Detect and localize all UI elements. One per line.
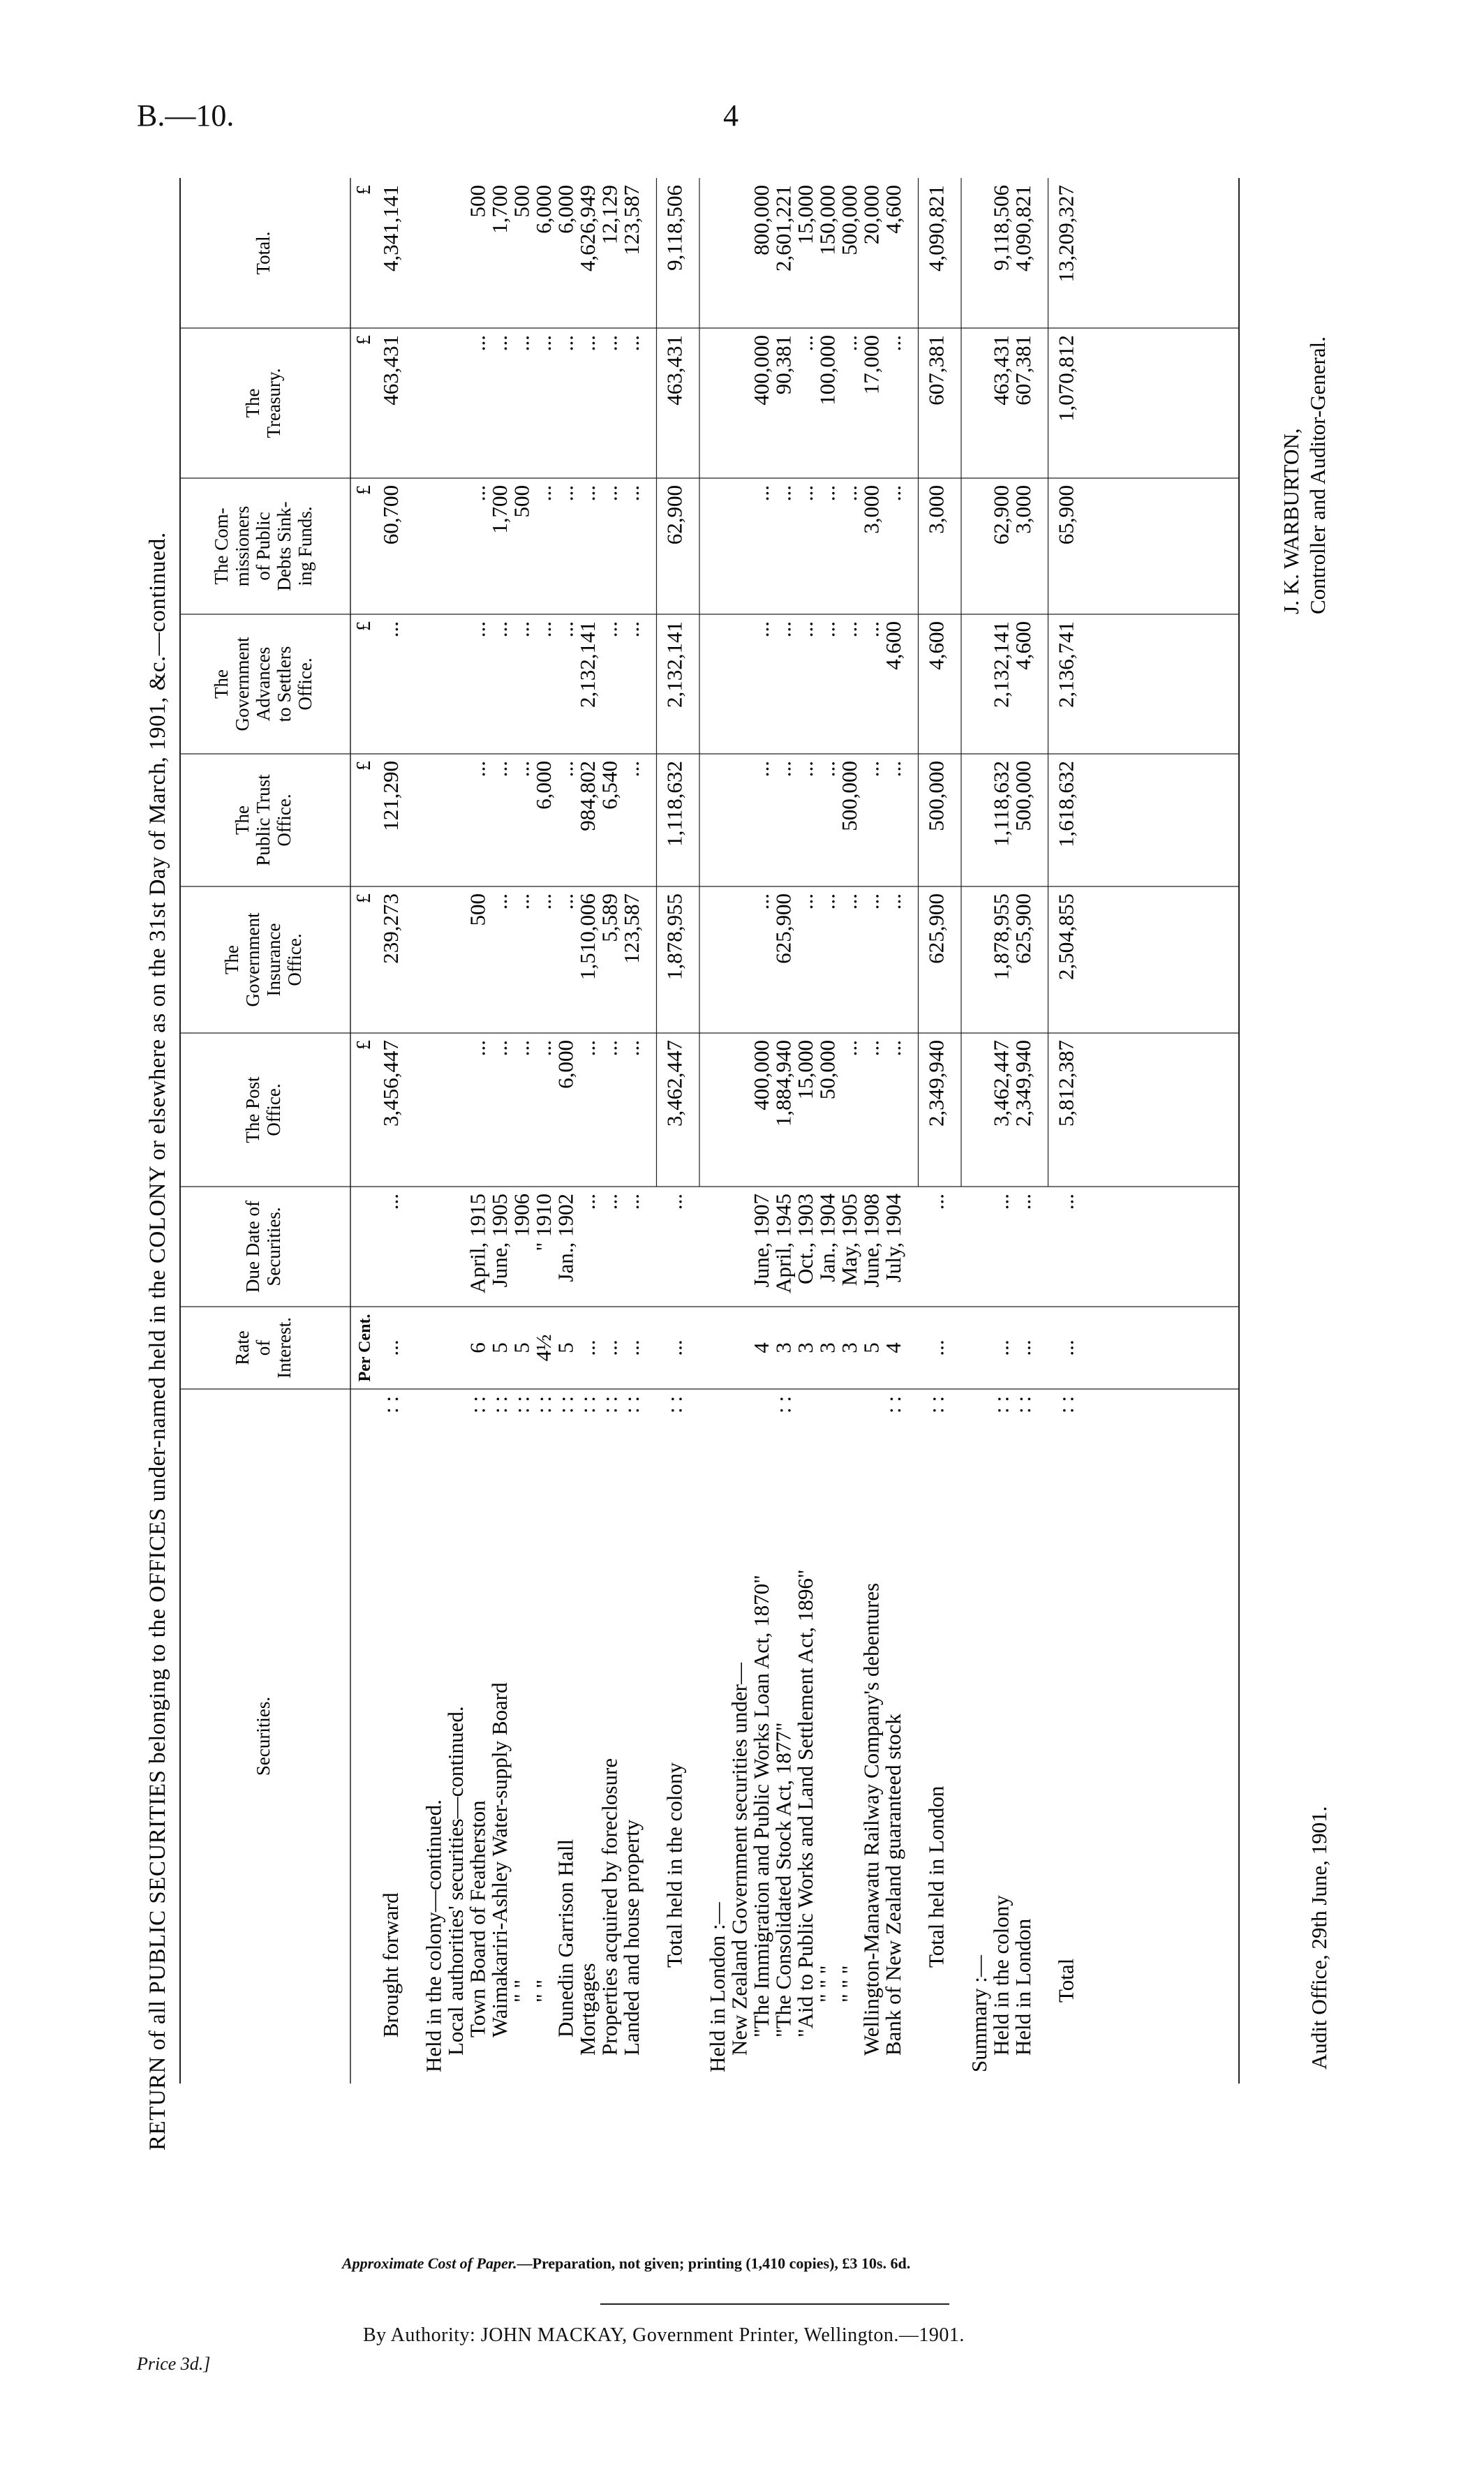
cell-total: 800,000 — [749, 185, 773, 255]
cell-sinking-funds: 3,000 — [923, 485, 949, 534]
cell-rate: 3 — [771, 1342, 796, 1353]
cell-post-office: ... — [575, 1040, 600, 1057]
row-label: Total held in London — [923, 1785, 949, 1968]
cell-total: 6,000 — [553, 185, 578, 234]
cell-treasury: ... — [509, 335, 534, 352]
cell-treasury: ... — [837, 335, 861, 352]
cell-insurance: ... — [881, 893, 905, 910]
cell-insurance: ... — [837, 893, 861, 910]
cell-treasury: 463,431 — [662, 335, 687, 406]
cell-rate: 5 — [859, 1342, 884, 1353]
cell-due-date: Jan., 1904 — [815, 1194, 840, 1282]
signature-block — [1279, 336, 1331, 2070]
leader-dots: : : — [881, 1396, 905, 1413]
cell-total: 500,000 — [837, 185, 861, 255]
cell-insurance: ... — [815, 893, 840, 910]
cell-total: 1,700 — [487, 185, 512, 234]
row-label: Waimakariri-Ashley Water-supply Board — [487, 1682, 512, 2037]
cell-advances: 4,600 — [923, 621, 949, 670]
row-label: Held in the colony — [988, 1895, 1014, 2056]
cell-insurance: ... — [531, 893, 556, 910]
cell-rate: ... — [597, 1339, 622, 1356]
cell-treasury: ... — [575, 335, 600, 352]
unit-pound: £ — [353, 761, 375, 771]
leader-dots: : : — [619, 1396, 644, 1413]
cell-total: 4,090,821 — [923, 185, 949, 272]
cell-treasury: ... — [487, 335, 512, 352]
cell-rate: 3 — [815, 1342, 840, 1353]
cell-post-office: 5,812,387 — [1053, 1040, 1078, 1127]
cell-advances: ... — [859, 621, 884, 638]
cell-insurance: 239,273 — [378, 893, 403, 964]
cell-public-trust: ... — [465, 761, 490, 778]
unit-pound: £ — [353, 485, 375, 495]
cell-advances: 2,132,141 — [575, 621, 600, 708]
header-securities: Securities. — [253, 1696, 274, 1776]
cell-insurance: 1,878,955 — [662, 893, 687, 980]
cell-insurance: ... — [553, 893, 578, 910]
cell-due-date: June, 1907 — [749, 1194, 773, 1288]
cell-sinking-funds: ... — [597, 485, 622, 502]
cell-sinking-funds: 62,900 — [988, 485, 1014, 545]
row-label: Dunedin Garrison Hall — [553, 1839, 578, 2037]
cell-public-trust: ... — [859, 761, 884, 778]
cell-treasury: ... — [619, 335, 644, 352]
table-title — [145, 532, 170, 2151]
cell-advances: ... — [771, 621, 796, 638]
cell-due-date: Jan., 1902 — [553, 1194, 578, 1282]
cell-treasury: ... — [881, 335, 905, 352]
unit-pound: £ — [353, 335, 375, 345]
cell-due-date: April, 1915 — [465, 1194, 490, 1293]
leader-dots: : : — [531, 1396, 556, 1413]
cell-insurance: 123,587 — [619, 893, 644, 964]
cost-text: —Preparation, not given; printing (1,410 copies), £3 10s. 6d. — [517, 2255, 911, 2272]
cell-due-date: ... — [923, 1194, 949, 1210]
row-label: Summary :— — [967, 1955, 991, 2072]
table-body — [353, 185, 1078, 2072]
cell-insurance: 1,878,955 — [988, 893, 1014, 980]
row-label: " " — [509, 1979, 534, 2003]
cost-label: Approximate Cost of Paper. — [342, 2255, 517, 2272]
cell-rate: ... — [1053, 1339, 1078, 1356]
cell-public-trust: ... — [619, 761, 644, 778]
cell-rate: 3 — [837, 1342, 861, 1353]
cell-post-office: 3,462,447 — [662, 1040, 687, 1127]
cell-insurance: ... — [487, 893, 512, 910]
row-label: Brought forward — [378, 1892, 403, 2037]
cell-due-date: ... — [378, 1194, 403, 1210]
printer-authority: By Authority: JOHN MACKAY, Government Printer, Wellington.—1901. — [363, 2324, 965, 2346]
header-total: Total. — [253, 231, 274, 275]
header-sinking-funds: ing Funds. — [295, 506, 316, 586]
cell-post-office: ... — [881, 1040, 905, 1057]
cell-total: 123,587 — [619, 185, 644, 255]
cell-sinking-funds: 1,700 — [487, 485, 512, 534]
cell-rate: ... — [923, 1339, 949, 1356]
unit-pound: £ — [353, 893, 375, 903]
cell-rate: 4 — [881, 1342, 905, 1353]
cell-advances: ... — [378, 621, 403, 638]
cell-treasury: 90,381 — [771, 335, 796, 395]
header-public-trust: Office. — [274, 794, 295, 847]
cell-total: 20,000 — [859, 185, 884, 245]
cell-rate: 4 — [749, 1342, 773, 1353]
cell-sinking-funds: ... — [793, 485, 817, 502]
cell-sinking-funds: 3,000 — [1011, 485, 1035, 534]
row-label: " " " — [837, 1965, 861, 2003]
cell-due-date: ... — [597, 1194, 622, 1210]
cell-total: 4,090,821 — [1011, 185, 1035, 272]
cell-insurance: 625,900 — [923, 893, 949, 964]
cell-due-date: June, 1905 — [487, 1194, 512, 1288]
leader-dots: : : — [1053, 1396, 1078, 1413]
header-post-office: The Post — [242, 1076, 263, 1143]
cell-total: 6,000 — [531, 185, 556, 234]
cell-insurance: ... — [859, 893, 884, 910]
cell-public-trust: 6,000 — [531, 761, 556, 810]
cell-rate: ... — [619, 1339, 644, 1356]
cell-insurance: ... — [749, 893, 773, 910]
header-sinking-funds: The Com- — [211, 507, 232, 585]
row-label: Town Board of Featherston — [465, 1800, 490, 2037]
cell-total: 4,626,949 — [575, 185, 600, 272]
cell-post-office: 3,462,447 — [988, 1040, 1014, 1127]
cell-total: 9,118,506 — [662, 185, 687, 271]
cell-rate: 5 — [487, 1342, 512, 1353]
cell-sinking-funds: ... — [531, 485, 556, 502]
cell-sinking-funds: ... — [465, 485, 490, 502]
header-insurance-office: The — [221, 945, 242, 974]
header-post-office: Office. — [263, 1083, 284, 1136]
cell-insurance: 625,900 — [1011, 893, 1035, 964]
cell-insurance: ... — [793, 893, 817, 910]
cell-public-trust: ... — [793, 761, 817, 778]
title-text: RETURN of all PUBLIC SECURITIES belonging to the OFFICES under-named held in the COLONY or elsewhere as on the 31st Day of March, 1901, &c.—continued. — [145, 532, 170, 2151]
cell-rate: 4½ — [531, 1334, 556, 1362]
row-label: Held in the colony—continued. — [421, 1799, 446, 2072]
cell-total: 15,000 — [793, 185, 817, 245]
header-rate: of — [253, 1339, 274, 1356]
cell-insurance: ... — [509, 893, 534, 910]
cell-public-trust: 984,802 — [575, 761, 600, 831]
leader-dots: : : — [597, 1396, 622, 1413]
leader-dots: : : — [575, 1396, 600, 1413]
leader-dots: : : — [1011, 1396, 1035, 1413]
row-label: Wellington-Manawatu Railway Company's debentures — [859, 1582, 884, 2056]
header-advances-office: Government — [232, 637, 253, 731]
unit-pound: £ — [353, 1040, 375, 1050]
header-advances-office: Office. — [295, 658, 316, 711]
row-label: " " — [531, 1979, 556, 2003]
header-rate: Interest. — [274, 1317, 295, 1379]
leader-dots: : : — [465, 1396, 490, 1413]
cell-public-trust: ... — [509, 761, 534, 778]
leader-dots: : : — [378, 1396, 403, 1413]
cell-public-trust: 1,618,632 — [1053, 761, 1078, 847]
cell-advances: ... — [597, 621, 622, 638]
cell-advances: 2,132,141 — [988, 621, 1014, 708]
audit-office-date: Audit Office, 29th June, 1901. — [1307, 1806, 1331, 2070]
row-label: Held in London :— — [705, 1902, 729, 2072]
header-insurance-office: Office. — [284, 933, 305, 986]
cell-post-office: ... — [837, 1040, 861, 1057]
cell-insurance: 625,900 — [771, 893, 796, 964]
row-label: Properties acquired by foreclosure — [597, 1758, 622, 2056]
cell-public-trust: ... — [487, 761, 512, 778]
cell-insurance: 2,504,855 — [1053, 893, 1078, 980]
cell-sinking-funds: ... — [619, 485, 644, 502]
cell-advances: ... — [619, 621, 644, 638]
cell-post-office: 50,000 — [815, 1040, 840, 1100]
leader-dots: : : — [553, 1396, 578, 1413]
cell-advances: ... — [487, 621, 512, 638]
leader-dots: : : — [988, 1396, 1014, 1413]
cell-post-office: ... — [597, 1040, 622, 1057]
header-treasury: Treasury. — [263, 368, 284, 438]
leader-dots: : : — [509, 1396, 534, 1413]
cell-public-trust: 6,540 — [597, 761, 622, 810]
cell-advances: ... — [509, 621, 534, 638]
header-sinking-funds: missioners — [232, 505, 253, 587]
cell-sinking-funds: 3,000 — [859, 485, 884, 534]
row-label: New Zealand Government securities under— — [727, 1663, 752, 2056]
cell-rate: ... — [378, 1339, 403, 1356]
header-due-date: Securities. — [263, 1207, 284, 1286]
cell-rate: 5 — [553, 1342, 578, 1353]
header-due-date: Due Date of — [242, 1201, 263, 1293]
signatory-role: Controller and Auditor-General. — [1305, 336, 1330, 614]
header-public-trust: Public Trust — [253, 774, 274, 866]
signatory-name: J. K. WARBURTON, — [1279, 428, 1303, 614]
header-public-trust: The — [232, 805, 253, 835]
cell-post-office: 2,349,940 — [923, 1040, 949, 1127]
cell-post-office: 1,884,940 — [771, 1040, 796, 1127]
cell-advances: 4,600 — [1011, 621, 1035, 670]
unit-pound: £ — [353, 621, 375, 631]
page-number: 4 — [723, 98, 739, 133]
cell-post-office: ... — [531, 1040, 556, 1057]
cell-total: 500 — [509, 185, 534, 218]
cell-public-trust: 500,000 — [837, 761, 861, 831]
row-label: "Aid to Public Works and Land Settlement Act, 1896" — [793, 1569, 817, 2037]
table-rules — [180, 178, 1239, 2084]
cell-due-date: April, 1945 — [771, 1194, 796, 1293]
header-insurance-office: Insurance — [263, 923, 284, 997]
row-label: Total held in the colony — [662, 1762, 687, 1968]
cell-sinking-funds: 65,900 — [1053, 485, 1078, 545]
cell-public-trust: 500,000 — [923, 761, 949, 831]
cell-treasury: ... — [597, 335, 622, 352]
cell-sinking-funds: 62,900 — [662, 485, 687, 545]
unit-rate: Per Cent. — [356, 1314, 374, 1382]
cell-post-office: ... — [487, 1040, 512, 1057]
cell-sinking-funds: 60,700 — [378, 485, 403, 545]
cell-total: 9,118,506 — [988, 185, 1014, 271]
cell-rate: ... — [1011, 1339, 1035, 1356]
cell-advances: ... — [793, 621, 817, 638]
cell-advances: ... — [815, 621, 840, 638]
cell-public-trust: ... — [771, 761, 796, 778]
row-label: Bank of New Zealand guaranteed stock — [881, 1714, 905, 2056]
cell-advances: ... — [749, 621, 773, 638]
cell-sinking-funds: ... — [815, 485, 840, 502]
header-advances-office: The — [211, 669, 232, 699]
cell-due-date: ... — [575, 1194, 600, 1210]
cell-sinking-funds: 500 — [509, 485, 534, 518]
leader-dots: : : — [662, 1396, 687, 1413]
header-advances-office: to Settlers — [274, 646, 295, 722]
cell-public-trust: ... — [881, 761, 905, 778]
cell-treasury: ... — [793, 335, 817, 352]
cell-advances: ... — [465, 621, 490, 638]
cell-due-date: May, 1905 — [837, 1194, 861, 1286]
cell-total: 500 — [465, 185, 490, 218]
cell-sinking-funds: ... — [553, 485, 578, 502]
cell-post-office: 6,000 — [553, 1040, 578, 1089]
cell-sinking-funds: ... — [837, 485, 861, 502]
cell-post-office: ... — [509, 1040, 534, 1057]
cell-advances: 4,600 — [881, 621, 905, 670]
cell-public-trust: 1,118,632 — [662, 761, 687, 847]
cell-post-office: ... — [465, 1040, 490, 1057]
unit-pound: £ — [353, 185, 375, 195]
cell-sinking-funds: ... — [749, 485, 773, 502]
cell-rate: ... — [662, 1339, 687, 1356]
cell-rate: 5 — [509, 1342, 534, 1353]
row-label: Local authorities' securities—continued. — [443, 1706, 468, 2056]
cell-treasury: ... — [531, 335, 556, 352]
cell-advances: ... — [531, 621, 556, 638]
cell-sinking-funds: ... — [575, 485, 600, 502]
cell-treasury: 17,000 — [859, 335, 884, 395]
cell-insurance: 500 — [465, 893, 490, 926]
cell-post-office: 400,000 — [749, 1040, 773, 1111]
cell-treasury: 607,381 — [1011, 335, 1035, 406]
document-reference: B.—10. — [137, 98, 235, 133]
cell-due-date: ... — [662, 1194, 687, 1210]
leader-dots: : : — [771, 1396, 796, 1413]
cell-insurance: 1,510,006 — [575, 893, 600, 980]
cell-rate: 3 — [793, 1342, 817, 1353]
cell-public-trust: ... — [553, 761, 578, 778]
row-label: " " " — [815, 1965, 840, 2003]
cell-treasury: ... — [465, 335, 490, 352]
header-rate: Rate — [232, 1330, 253, 1365]
cell-post-office: ... — [859, 1040, 884, 1057]
cell-public-trust: 121,290 — [378, 761, 403, 831]
cell-treasury: 400,000 — [749, 335, 773, 406]
cell-total: 4,341,141 — [378, 185, 403, 272]
cell-advances: 2,132,141 — [662, 621, 687, 708]
cell-public-trust: ... — [749, 761, 773, 778]
header-treasury: The — [242, 388, 263, 418]
cell-rate: ... — [575, 1339, 600, 1356]
cell-public-trust: ... — [815, 761, 840, 778]
cell-total: 13,209,327 — [1053, 185, 1078, 283]
row-label: Held in London — [1011, 1918, 1035, 2056]
cell-due-date: ... — [988, 1194, 1014, 1210]
header-sinking-funds: of Public — [253, 512, 274, 581]
row-label: Mortgages — [575, 1963, 600, 2056]
header-advances-office: Advances — [253, 646, 274, 722]
cell-treasury: 607,381 — [923, 335, 949, 406]
cell-advances: ... — [837, 621, 861, 638]
cell-total: 150,000 — [815, 185, 840, 255]
cell-sinking-funds: ... — [771, 485, 796, 502]
row-label: "The Immigration and Public Works Loan Act, 1870" — [749, 1575, 773, 2037]
row-label: "The Consolidated Stock Act, 1877" — [771, 1722, 796, 2037]
cell-treasury: 1,070,812 — [1053, 335, 1078, 422]
cell-due-date: ... — [1053, 1194, 1078, 1210]
cell-rate: ... — [988, 1339, 1014, 1356]
cell-insurance: 5,589 — [597, 893, 622, 942]
cell-public-trust: 1,118,632 — [988, 761, 1014, 847]
cell-due-date: " 1910 — [531, 1194, 556, 1252]
footer-rule — [600, 2303, 949, 2305]
cell-treasury: 463,431 — [378, 335, 403, 406]
approximate-cost-note — [342, 2255, 910, 2273]
cell-advances: ... — [553, 621, 578, 638]
column-headers — [211, 232, 316, 1776]
cell-due-date: ... — [619, 1194, 644, 1210]
cell-sinking-funds: ... — [881, 485, 905, 502]
cell-due-date: ... — [1011, 1194, 1035, 1210]
cell-due-date: Oct., 1903 — [793, 1194, 817, 1285]
cell-rate: 6 — [465, 1342, 490, 1353]
cell-total: 12,129 — [597, 185, 622, 245]
row-label: Total — [1053, 1958, 1078, 2003]
price-note: Price 3d.] — [137, 2354, 211, 2374]
row-label: Landed and house property — [619, 1819, 644, 2056]
cell-due-date: July, 1904 — [881, 1194, 905, 1283]
header-sinking-funds: Debts Sink- — [274, 501, 295, 591]
cell-treasury: 100,000 — [815, 335, 840, 406]
cell-due-date: 1906 — [509, 1194, 534, 1237]
cell-post-office: 3,456,447 — [378, 1040, 403, 1127]
leader-dots: : : — [487, 1396, 512, 1413]
cell-post-office: 15,000 — [793, 1040, 817, 1100]
cell-total: 4,600 — [881, 185, 905, 234]
cell-advances: 2,136,741 — [1053, 621, 1078, 708]
cell-total: 2,601,221 — [771, 185, 796, 272]
cell-treasury: ... — [553, 335, 578, 352]
leader-dots: : : — [923, 1396, 949, 1413]
cell-treasury: 463,431 — [988, 335, 1014, 406]
cell-public-trust: 500,000 — [1011, 761, 1035, 831]
cell-post-office: 2,349,940 — [1011, 1040, 1035, 1127]
cell-post-office: ... — [619, 1040, 644, 1057]
cell-due-date: June, 1908 — [859, 1194, 884, 1288]
header-insurance-office: Government — [242, 912, 263, 1007]
